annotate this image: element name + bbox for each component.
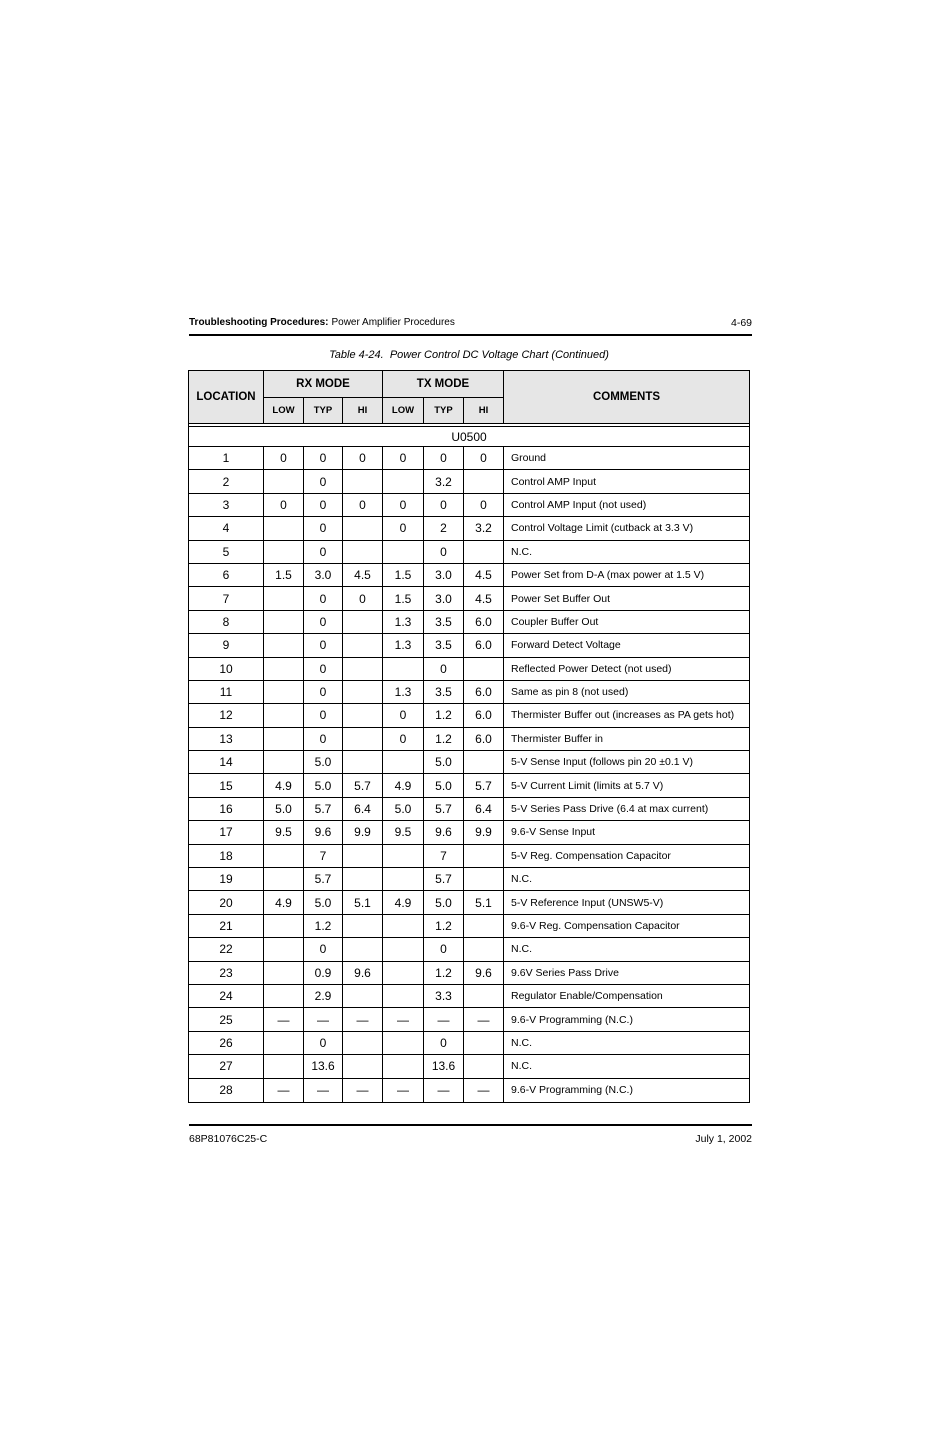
tx-typ-cell: 3.3: [424, 985, 464, 1008]
tx-typ-cell: 1.2: [424, 915, 464, 938]
rx-hi-cell: —: [343, 1008, 383, 1031]
rx-typ-cell: 5.0: [304, 891, 343, 914]
tx-typ-cell: 3.5: [424, 681, 464, 704]
comment-cell: Control AMP Input (not used): [504, 494, 749, 517]
tx-low-cell: 0: [383, 704, 424, 727]
rx-hi-cell: [343, 517, 383, 540]
table-row: [189, 634, 749, 657]
tx-low-cell: [383, 470, 424, 493]
tx-hi-cell: 6.0: [464, 728, 504, 751]
location-cell: 17: [189, 821, 264, 844]
tx-low-cell: 1.5: [383, 587, 424, 610]
tx-hi-cell: [464, 751, 504, 774]
rx-hi-cell: [343, 704, 383, 727]
rx-low-cell: [264, 728, 304, 751]
rx-low-cell: [264, 681, 304, 704]
location-cell: 2: [189, 470, 264, 493]
tx-hi-cell: 4.5: [464, 564, 504, 587]
tx-hi-cell: [464, 985, 504, 1008]
table-row: [189, 728, 749, 751]
location-cell: 4: [189, 517, 264, 540]
tx-hi-cell: 6.0: [464, 681, 504, 704]
header-rule: [189, 334, 752, 336]
rx-hi-cell: 0: [343, 447, 383, 470]
rx-typ-cell: 0: [304, 634, 343, 657]
comment-cell: Coupler Buffer Out: [504, 611, 749, 634]
rx-hi-cell: [343, 751, 383, 774]
rx-typ-cell: 0.9: [304, 962, 343, 985]
table-row: [189, 658, 749, 681]
tx-low-cell: 0: [383, 447, 424, 470]
tx-typ-cell: 5.7: [424, 798, 464, 821]
comment-cell: N.C.: [504, 1055, 749, 1078]
location-cell: 6: [189, 564, 264, 587]
rx-low-cell: [264, 985, 304, 1008]
rx-typ-cell: 0: [304, 447, 343, 470]
tx-low-cell: 0: [383, 728, 424, 751]
tx-low-cell: [383, 845, 424, 868]
rx-hi-cell: [343, 1032, 383, 1055]
location-cell: 5: [189, 541, 264, 564]
rx-low-cell: [264, 541, 304, 564]
comment-cell: Thermister Buffer in: [504, 728, 749, 751]
rx-hi-cell: [343, 985, 383, 1008]
location-cell: 18: [189, 845, 264, 868]
tx-typ-cell: —: [424, 1008, 464, 1031]
rx-low-cell: 1.5: [264, 564, 304, 587]
rx-low-cell: [264, 938, 304, 961]
tx-hi-cell: [464, 938, 504, 961]
rx-hi-cell: [343, 541, 383, 564]
rx-hi-cell: 5.1: [343, 891, 383, 914]
comment-cell: N.C.: [504, 938, 749, 961]
tx-low-cell: [383, 1032, 424, 1055]
tx-hi-cell: [464, 868, 504, 891]
rx-low-cell: 4.9: [264, 774, 304, 797]
rx-low-cell: —: [264, 1008, 304, 1031]
comment-cell: 5-V Reference Input (UNSW5-V): [504, 891, 749, 914]
rx-typ-cell: 0: [304, 470, 343, 493]
rx-hi-cell: [343, 634, 383, 657]
rx-typ-cell: 0: [304, 681, 343, 704]
rx-typ-cell: 3.0: [304, 564, 343, 587]
rx-hi-cell: [343, 611, 383, 634]
location-cell: 19: [189, 868, 264, 891]
tx-low-cell: [383, 1055, 424, 1078]
table-row: [189, 915, 749, 938]
comment-cell: 9.6-V Reg. Compensation Capacitor: [504, 915, 749, 938]
tx-low-cell: [383, 962, 424, 985]
header-rx-low: LOW: [264, 398, 304, 424]
tx-typ-cell: 7: [424, 845, 464, 868]
location-cell: 8: [189, 611, 264, 634]
tx-hi-cell: 0: [464, 447, 504, 470]
rx-low-cell: 4.9: [264, 891, 304, 914]
rx-hi-cell: 0: [343, 494, 383, 517]
tx-typ-cell: 1.2: [424, 962, 464, 985]
table-row: [189, 985, 749, 1008]
page-number: 4-69: [730, 317, 752, 329]
comment-cell: N.C.: [504, 868, 749, 891]
table-row: [189, 1032, 749, 1055]
rx-typ-cell: 1.2: [304, 915, 343, 938]
table-body: [189, 447, 749, 1102]
table-row: [189, 821, 749, 844]
comment-cell: 5-V Current Limit (limits at 5.7 V): [504, 774, 749, 797]
table-row: [189, 751, 749, 774]
rx-low-cell: [264, 470, 304, 493]
table-row: [189, 494, 749, 517]
comment-cell: N.C.: [504, 1032, 749, 1055]
tx-hi-cell: 3.2: [464, 517, 504, 540]
location-cell: 26: [189, 1032, 264, 1055]
comment-cell: Control Voltage Limit (cutback at 3.3 V): [504, 517, 749, 540]
voltage-chart-table: [188, 370, 750, 1103]
tx-low-cell: 5.0: [383, 798, 424, 821]
rx-low-cell: [264, 962, 304, 985]
rx-low-cell: [264, 915, 304, 938]
tx-typ-cell: —: [424, 1079, 464, 1102]
tx-low-cell: [383, 658, 424, 681]
tx-hi-cell: 4.5: [464, 587, 504, 610]
location-cell: 24: [189, 985, 264, 1008]
rx-typ-cell: 5.0: [304, 774, 343, 797]
rx-low-cell: [264, 517, 304, 540]
header-tx-mode: TX MODE: [383, 371, 504, 398]
rx-hi-cell: [343, 915, 383, 938]
rx-typ-cell: 13.6: [304, 1055, 343, 1078]
table-row: [189, 1055, 749, 1078]
rx-low-cell: [264, 611, 304, 634]
tx-typ-cell: 5.0: [424, 774, 464, 797]
comment-cell: 5-V Sense Input (follows pin 20 ±0.1 V): [504, 751, 749, 774]
tx-hi-cell: —: [464, 1008, 504, 1031]
tx-hi-cell: [464, 1032, 504, 1055]
rx-hi-cell: 4.5: [343, 564, 383, 587]
tx-hi-cell: 9.6: [464, 962, 504, 985]
location-cell: 3: [189, 494, 264, 517]
tx-hi-cell: 6.0: [464, 611, 504, 634]
location-cell: 12: [189, 704, 264, 727]
rx-hi-cell: 9.6: [343, 962, 383, 985]
rx-hi-cell: 9.9: [343, 821, 383, 844]
location-cell: 28: [189, 1079, 264, 1102]
tx-low-cell: —: [383, 1079, 424, 1102]
tx-typ-cell: 3.2: [424, 470, 464, 493]
tx-hi-cell: [464, 915, 504, 938]
table-header: [189, 371, 749, 424]
location-cell: 14: [189, 751, 264, 774]
tx-typ-cell: 0: [424, 658, 464, 681]
rx-hi-cell: 0: [343, 587, 383, 610]
tx-hi-cell: 0: [464, 494, 504, 517]
rx-hi-cell: [343, 658, 383, 681]
header-location: LOCATION: [189, 371, 264, 424]
tx-low-cell: [383, 868, 424, 891]
table-row: [189, 517, 749, 540]
rx-typ-cell: 0: [304, 587, 343, 610]
rx-typ-cell: 0: [304, 658, 343, 681]
table-row: [189, 774, 749, 797]
location-cell: 15: [189, 774, 264, 797]
tx-typ-cell: 0: [424, 1032, 464, 1055]
tx-typ-cell: 1.2: [424, 728, 464, 751]
table-row: [189, 541, 749, 564]
table-row: [189, 587, 749, 610]
tx-low-cell: —: [383, 1008, 424, 1031]
table-row: [189, 447, 749, 470]
location-cell: 16: [189, 798, 264, 821]
location-cell: 1: [189, 447, 264, 470]
table-row: [189, 891, 749, 914]
header-rx-hi: HI: [343, 398, 383, 424]
rx-typ-cell: 0: [304, 938, 343, 961]
tx-typ-cell: 5.0: [424, 751, 464, 774]
rx-low-cell: [264, 1032, 304, 1055]
table-row: [189, 611, 749, 634]
tx-hi-cell: [464, 1055, 504, 1078]
rx-hi-cell: [343, 845, 383, 868]
rx-hi-cell: [343, 728, 383, 751]
table-row: [189, 845, 749, 868]
tx-hi-cell: —: [464, 1079, 504, 1102]
rx-typ-cell: 0: [304, 704, 343, 727]
header-rx-mode: RX MODE: [264, 371, 383, 398]
rx-typ-cell: 0: [304, 1032, 343, 1055]
tx-typ-cell: 5.7: [424, 868, 464, 891]
table-row: [189, 704, 749, 727]
rx-typ-cell: 0: [304, 517, 343, 540]
table-row: [189, 1079, 749, 1102]
tx-low-cell: 1.5: [383, 564, 424, 587]
location-cell: 21: [189, 915, 264, 938]
tx-hi-cell: 6.4: [464, 798, 504, 821]
tx-hi-cell: 6.0: [464, 634, 504, 657]
tx-typ-cell: 5.0: [424, 891, 464, 914]
publication-date: July 1, 2002: [695, 1133, 752, 1145]
rx-hi-cell: 5.7: [343, 774, 383, 797]
tx-hi-cell: [464, 470, 504, 493]
tx-low-cell: 4.9: [383, 774, 424, 797]
tx-hi-cell: [464, 845, 504, 868]
tx-typ-cell: 13.6: [424, 1055, 464, 1078]
comment-cell: Power Set from D-A (max power at 1.5 V): [504, 564, 749, 587]
comment-cell: 9.6-V Sense Input: [504, 821, 749, 844]
location-cell: 20: [189, 891, 264, 914]
rx-low-cell: [264, 751, 304, 774]
rx-low-cell: 0: [264, 447, 304, 470]
header-rx-typ: TYP: [304, 398, 343, 424]
rx-typ-cell: 9.6: [304, 821, 343, 844]
tx-typ-cell: 9.6: [424, 821, 464, 844]
tx-typ-cell: 0: [424, 447, 464, 470]
comment-cell: N.C.: [504, 541, 749, 564]
tx-typ-cell: 0: [424, 494, 464, 517]
tx-low-cell: [383, 915, 424, 938]
tx-low-cell: 1.3: [383, 611, 424, 634]
rx-typ-cell: 0: [304, 541, 343, 564]
rx-low-cell: 0: [264, 494, 304, 517]
rx-typ-cell: 0: [304, 494, 343, 517]
table-row: [189, 868, 749, 891]
tx-hi-cell: 5.7: [464, 774, 504, 797]
rx-hi-cell: —: [343, 1079, 383, 1102]
comment-cell: 9.6V Series Pass Drive: [504, 962, 749, 985]
rx-low-cell: [264, 634, 304, 657]
rx-typ-cell: 5.7: [304, 868, 343, 891]
rx-low-cell: [264, 658, 304, 681]
table-row: [189, 962, 749, 985]
tx-low-cell: 0: [383, 517, 424, 540]
rx-low-cell: 9.5: [264, 821, 304, 844]
comment-cell: 5-V Reg. Compensation Capacitor: [504, 845, 749, 868]
header-tx-low: LOW: [383, 398, 424, 424]
tx-low-cell: 4.9: [383, 891, 424, 914]
tx-hi-cell: 6.0: [464, 704, 504, 727]
comment-cell: Control AMP Input: [504, 470, 749, 493]
tx-hi-cell: 9.9: [464, 821, 504, 844]
comment-cell: Thermister Buffer out (increases as PA gets hot): [504, 704, 749, 727]
rx-low-cell: [264, 845, 304, 868]
rx-typ-cell: —: [304, 1079, 343, 1102]
table-row: [189, 938, 749, 961]
tx-typ-cell: 3.5: [424, 611, 464, 634]
comment-cell: 9.6-V Programming (N.C.): [511, 1084, 633, 1097]
running-header-subsection: Power Amplifier Procedures: [331, 317, 455, 328]
rx-low-cell: [264, 704, 304, 727]
header-comments: COMMENTS: [504, 371, 749, 424]
table-caption: Table 4-24. Power Control DC Voltage Chart (Continued): [329, 349, 609, 361]
footer-rule: [189, 1124, 752, 1126]
rx-low-cell: —: [264, 1079, 304, 1102]
page-footer: [189, 1132, 752, 1146]
tx-typ-cell: 3.5: [424, 634, 464, 657]
document-number: 68P81076C25-C: [189, 1133, 268, 1145]
tx-low-cell: [383, 541, 424, 564]
comment-cell: Ground: [504, 447, 749, 470]
rx-typ-cell: —: [304, 1008, 343, 1031]
rx-low-cell: [264, 1055, 304, 1078]
tx-low-cell: 1.3: [383, 681, 424, 704]
rx-typ-cell: 5.0: [304, 751, 343, 774]
tx-typ-cell: 3.0: [424, 564, 464, 587]
location-cell: 25: [189, 1008, 264, 1031]
tx-hi-cell: 5.1: [464, 891, 504, 914]
tx-low-cell: [383, 938, 424, 961]
rx-typ-cell: 7: [304, 845, 343, 868]
comment-cell: Forward Detect Voltage: [504, 634, 749, 657]
header-tx-hi: HI: [464, 398, 504, 424]
table-row: [189, 681, 749, 704]
rx-typ-cell: 0: [304, 728, 343, 751]
table-row: [189, 470, 749, 493]
tx-low-cell: 1.3: [383, 634, 424, 657]
tx-low-cell: 0: [383, 494, 424, 517]
comment-cell: 9.6-V Programming (N.C.): [504, 1008, 749, 1031]
location-cell: 11: [189, 681, 264, 704]
rx-hi-cell: [343, 1055, 383, 1078]
running-header-section: Troubleshooting Procedures:: [189, 317, 329, 328]
tx-typ-cell: 0: [424, 938, 464, 961]
table-row: [189, 564, 749, 587]
location-cell: 23: [189, 962, 264, 985]
rx-low-cell: [264, 587, 304, 610]
rx-typ-cell: 5.7: [304, 798, 343, 821]
comment-cell: Regulator Enable/Compensation: [504, 985, 749, 1008]
section-row-u0500: U0500: [189, 426, 749, 447]
table-row: [189, 1008, 749, 1031]
tx-low-cell: 9.5: [383, 821, 424, 844]
rx-hi-cell: [343, 938, 383, 961]
location-cell: 22: [189, 938, 264, 961]
rx-hi-cell: [343, 868, 383, 891]
comment-cell: Reflected Power Detect (not used): [504, 658, 749, 681]
location-cell: 13: [189, 728, 264, 751]
running-header: [189, 316, 752, 330]
tx-typ-cell: 1.2: [424, 704, 464, 727]
header-tx-typ: TYP: [424, 398, 464, 424]
rx-hi-cell: 6.4: [343, 798, 383, 821]
tx-typ-cell: 2: [424, 517, 464, 540]
comment-cell: Same as pin 8 (not used): [504, 681, 749, 704]
table-row: [189, 798, 749, 821]
location-cell: 7: [189, 587, 264, 610]
location-cell: 10: [189, 658, 264, 681]
comment-cell: Power Set Buffer Out: [504, 587, 749, 610]
rx-hi-cell: [343, 470, 383, 493]
tx-typ-cell: 0: [424, 541, 464, 564]
tx-hi-cell: [464, 658, 504, 681]
tx-hi-cell: [464, 541, 504, 564]
tx-low-cell: [383, 985, 424, 1008]
rx-typ-cell: 2.9: [304, 985, 343, 1008]
location-cell: 9: [189, 634, 264, 657]
tx-low-cell: [383, 751, 424, 774]
rx-low-cell: [264, 868, 304, 891]
rx-low-cell: 5.0: [264, 798, 304, 821]
location-cell: 27: [189, 1055, 264, 1078]
comment-cell: 5-V Series Pass Drive (6.4 at max current): [504, 798, 749, 821]
rx-typ-cell: 0: [304, 611, 343, 634]
tx-typ-cell: 3.0: [424, 587, 464, 610]
rx-hi-cell: [343, 681, 383, 704]
